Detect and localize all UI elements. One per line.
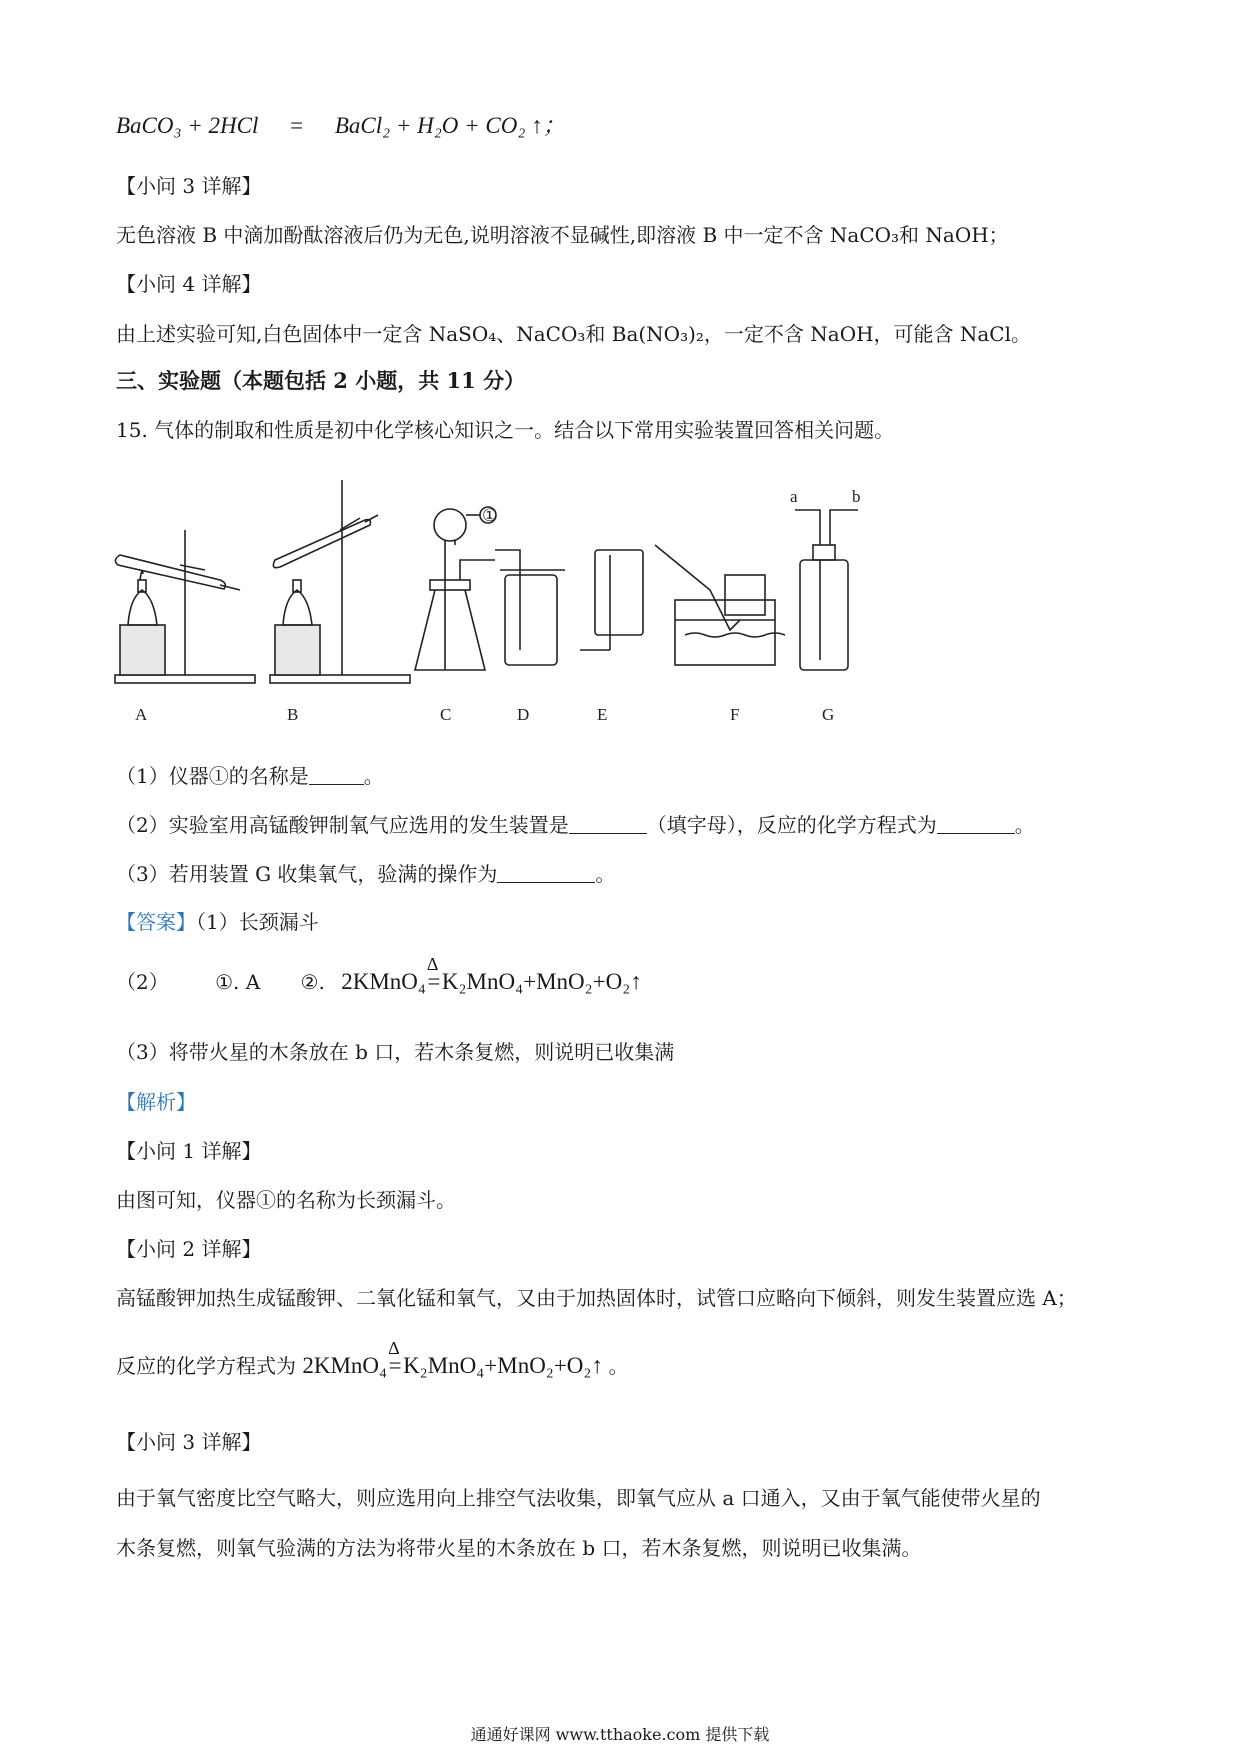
- analysis-1-heading: 【小问 1 详解】: [116, 1139, 262, 1163]
- apparatus-g: [795, 510, 858, 670]
- label-e: E: [597, 705, 608, 724]
- label-c: C: [440, 705, 452, 724]
- blank-2b: [937, 815, 1015, 834]
- label-d: D: [517, 705, 530, 724]
- blank-1: [309, 766, 364, 785]
- answer-line-1: [116, 908, 319, 936]
- analysis-1-text: 由图可知，仪器①的名称为长颈漏斗。: [116, 1188, 456, 1212]
- apparatus-b: [270, 480, 410, 683]
- subquestion-1: [116, 762, 384, 790]
- subquestion-3-text: （3）若用装置 G 收集氧气，验满的操作为: [116, 862, 498, 886]
- answer-3: （3）将带火星的木条放在 b 口，若木条复燃，则说明已收集满: [116, 1040, 675, 1064]
- answer-1: （1）长颈漏斗: [196, 910, 319, 934]
- reaction-reactant: 2KMnO₄: [341, 969, 426, 994]
- page-footer: 通通好课网 www.tthaoke.com 提供下载: [470, 1725, 770, 1744]
- gas-arrow: ↑: [630, 969, 642, 994]
- q4-heading: 【小问 4 详解】: [116, 272, 262, 296]
- subquestion-1-text: （1）仪器①的名称是: [116, 764, 309, 788]
- gas-arrow-2: ↑: [591, 1353, 603, 1378]
- reaction-reactant-2: 2KMnO₄: [302, 1353, 388, 1378]
- formula-rhs: BaCl₂ + H₂O + CO₂ ↑；: [334, 113, 566, 138]
- subquestion-2-text: （2）实验室用高锰酸钾制氧气应选用的发生装置是: [116, 813, 569, 837]
- subquestion-3-end: 。: [595, 862, 616, 886]
- reaction-products: K₂MnO₄+MnO₂+O₂: [441, 969, 631, 994]
- subquestion-1-end: 。: [363, 764, 384, 788]
- answer-2-choice-2: ②.: [300, 970, 325, 994]
- q3-heading: 【小问 3 详解】: [116, 174, 262, 198]
- analysis-3-text-1: 由于氧气密度比空气略大，则应选用向上排空气法收集，即氧气应从 a 口通入，又由于氧气能使带火星的: [116, 1486, 1041, 1510]
- subquestion-3: [116, 860, 615, 888]
- reaction-equation-2: [302, 1338, 608, 1378]
- analysis-3-heading: 【小问 3 详解】: [116, 1430, 262, 1454]
- apparatus-c: [415, 507, 496, 670]
- section-heading: 三、实验题（本题包括 2 小题，共 11 分）: [116, 368, 526, 393]
- answer-tag: 【答案】: [116, 910, 196, 934]
- reaction-products-2: K₂MnO₄+MnO₂+O₂: [403, 1353, 592, 1378]
- formula-equals: =: [290, 113, 304, 138]
- blank-3: [497, 864, 595, 883]
- port-b-label: b: [852, 487, 861, 506]
- label-f: F: [730, 705, 740, 724]
- analysis-2-heading: 【小问 2 详解】: [116, 1237, 262, 1261]
- q15-stem: 15. 气体的制取和性质是初中化学核心知识之一。结合以下常用实验装置回答相关问题。: [116, 418, 895, 442]
- analysis-2-text: 高锰酸钾加热生成锰酸钾、二氧化锰和氧气，又由于加热固体时，试管口应略向下倾斜，则发生装置应选 A；: [116, 1286, 1077, 1310]
- analysis-2-equation: [116, 1338, 629, 1380]
- reaction-equation: [341, 954, 642, 994]
- answer-2-choice-1: ①. A: [215, 970, 261, 994]
- equation-prefix: 反应的化学方程式为: [116, 1354, 296, 1378]
- condition-symbol-2: Δ: [388, 1338, 400, 1358]
- condition-symbol: Δ: [426, 954, 439, 974]
- apparatus-d: [495, 550, 565, 665]
- analysis-tag: 【解析】: [116, 1090, 196, 1114]
- subquestion-2: [116, 811, 1035, 839]
- label-g: G: [822, 705, 835, 724]
- label-a: A: [135, 705, 148, 724]
- top-formula: [116, 112, 566, 140]
- instrument-marker: ①: [482, 506, 498, 525]
- port-a-label: a: [790, 487, 798, 506]
- q3-text: 无色溶液 B 中滴加酚酞溶液后仍为无色,说明溶液不显碱性,即溶液 B 中一定不含 NaCO₃和 NaOH；: [116, 223, 1009, 247]
- equation-suffix: 。: [608, 1354, 629, 1378]
- formula-lhs: BaCO₃ + 2HCl: [116, 113, 259, 138]
- apparatus-a: [115, 530, 255, 683]
- q4-text: 由上述实验可知,白色固体中一定含 NaSO₄、NaCO₃和 Ba(NO₃)₂，一定不含 NaOH，可能含 NaCl。: [116, 322, 1032, 346]
- analysis-3-text-2: 木条复燃，则氧气验满的方法为将带火星的木条放在 b 口，若木条复燃，则说明已收集满。: [116, 1536, 922, 1560]
- blank-2a: [569, 815, 647, 834]
- subquestion-2-mid: （填字母），反应的化学方程式为: [646, 813, 937, 837]
- reaction-condition: Δ =: [426, 968, 442, 996]
- reaction-condition-2: Δ =: [387, 1352, 403, 1380]
- subquestion-2-end: 。: [1014, 813, 1035, 837]
- answer-2-prefix: （2）: [116, 970, 169, 994]
- apparatus-figure: [110, 470, 990, 730]
- answer-line-2: [116, 954, 642, 996]
- apparatus-f: [655, 545, 785, 665]
- apparatus-e: [580, 550, 643, 650]
- label-b: B: [287, 705, 299, 724]
